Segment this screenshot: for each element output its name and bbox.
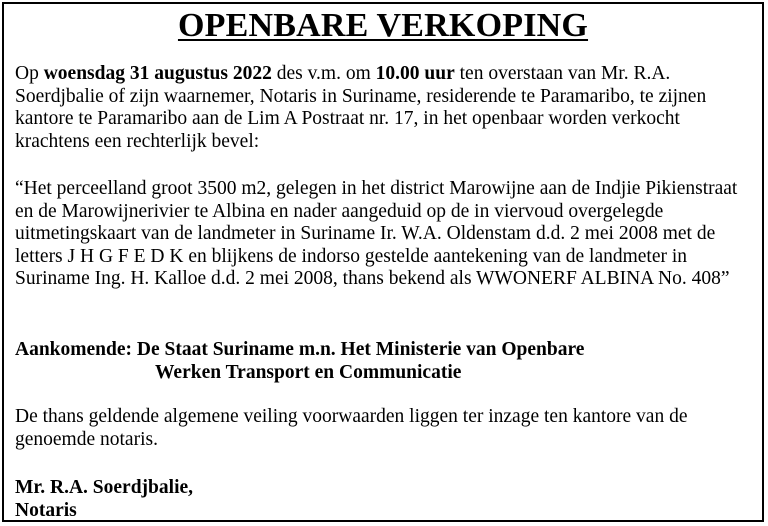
intro-paragraph	[15, 63, 756, 153]
signature-block	[15, 477, 756, 522]
conditions-paragraph: De thans geldende algemene veiling voorwaarden liggen ter inzage ten kantore van de genoemde notaris.	[15, 406, 688, 450]
aankomende-paragraph	[15, 339, 756, 384]
auction-time: 10.00 uur	[375, 63, 455, 84]
auction-date: woensdag 31 augustus 2022	[43, 63, 272, 84]
intro-prefix: Op	[15, 63, 44, 84]
signature-role: Notaris	[15, 499, 77, 521]
intro-mid: des v.m. om	[271, 63, 376, 84]
intro-suffix: ten overstaan van Mr. R.A. Soerdjbalie of zijn waarnemer, Notaris in Suriname, residerende te Paramaribo, te zijnen kantore te Paramaribo aan de Lim A Postraat nr. 17, in het openbaar worden verkocht krachtens een rechterlijk bevel:	[15, 63, 707, 152]
signature-name: Mr. R.A. Soerdjbalie,	[15, 477, 194, 498]
aankomende-line-1: Aankomende: De Staat Suriname m.n. Het Ministerie van Openbare	[15, 339, 585, 360]
property-description: “Het perceelland groot 3500 m2, gelegen in het district Marowijne aan de Indjie Pikienstraat en de Marowijnerivier te Albina en nader aangeduid op de in viervoud overgelegde uitmetingskaart van de landmeter in Suriname Ir. W.A. Oldenstam d.d. 2 mei 2008 met de letters J H G F E D K en blijkens de indorso gestelde aantekening van de landmeter in Suriname Ing. H. Kalloe d.d. 2 mei 2008, thans bekend als WWONERF ALBINA No. 408”	[15, 178, 738, 289]
aankomende-line-2: Werken Transport en Communicatie	[155, 361, 462, 383]
notice-title: OPENBARE VERKOPING	[177, 7, 589, 44]
notice-frame	[2, 2, 764, 522]
